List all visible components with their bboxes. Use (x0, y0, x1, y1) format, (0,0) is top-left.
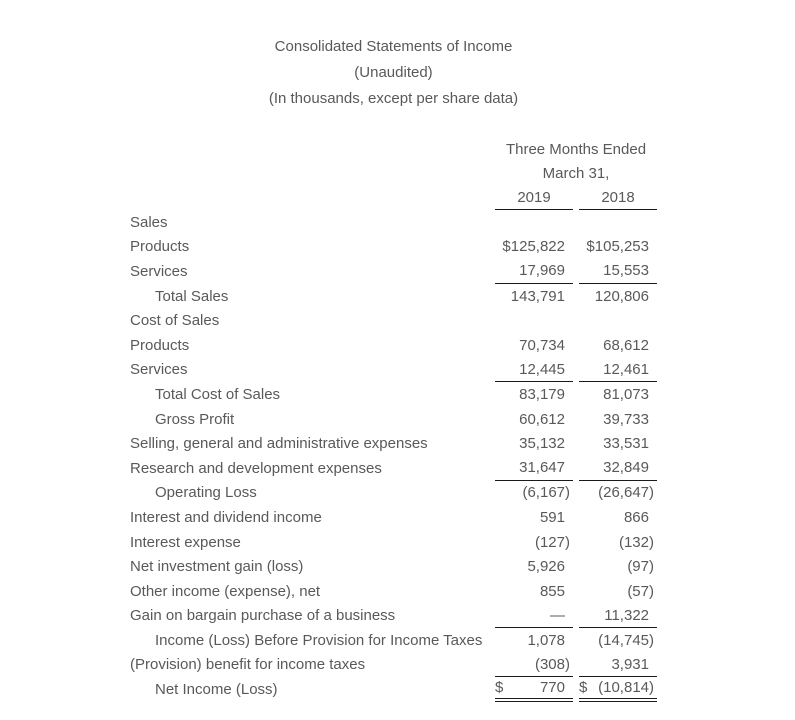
row-label: Gain on bargain purchase of a business (130, 607, 396, 625)
value-text: 770 (539, 679, 565, 697)
value-cell-2019 (495, 235, 573, 260)
table-row (130, 259, 795, 284)
value-text: 68,612 (603, 336, 649, 354)
row-label: Services (130, 361, 188, 379)
value-text: 39,733 (603, 410, 649, 428)
value-cell-2019 (495, 653, 573, 678)
value-cell-2018 (579, 431, 657, 456)
value-text: 81,073 (603, 385, 649, 403)
value-text: 855 (539, 582, 565, 600)
dollar-sign: $ (495, 679, 504, 697)
table-row (130, 530, 795, 555)
value-cell-2018 (579, 382, 657, 407)
value-cell-2018 (579, 333, 657, 358)
value-text: (6,167) (522, 484, 570, 502)
table-row (130, 554, 795, 579)
value-cell-2018 (579, 259, 657, 284)
row-label: Interest and dividend income (130, 508, 322, 526)
value-cell-2018 (579, 628, 657, 653)
statement-subtitle-unaudited: (Unaudited) (354, 64, 433, 81)
value-text: 70,734 (519, 336, 565, 354)
value-text: (10,814) (598, 679, 654, 697)
table-row (130, 358, 795, 383)
table-row (130, 235, 795, 260)
value-cell-2019 (495, 604, 573, 629)
value-text: $125,822 (502, 238, 565, 256)
row-label: Other income (expense), net (130, 582, 321, 600)
value-cell-2018 (579, 481, 657, 506)
value-text: 5,926 (527, 558, 565, 576)
value-cell-2019 (495, 259, 573, 284)
value-cell-2018 (579, 530, 657, 555)
row-label: Net Income (Loss) (155, 681, 278, 699)
value-text: (26,647) (598, 484, 654, 502)
value-text: (14,745) (598, 631, 654, 649)
value-cell-2018 (579, 456, 657, 481)
table-rows (130, 210, 795, 702)
table-row (130, 677, 795, 702)
value-cell-2018 (579, 308, 657, 333)
income-statement-table (0, 138, 795, 702)
value-cell-2018 (579, 604, 657, 629)
value-text: 60,612 (519, 410, 565, 428)
value-text: (308) (534, 655, 570, 673)
row-label: Total Cost of Sales (155, 385, 281, 403)
value-text: 35,132 (519, 435, 565, 453)
value-text: 120,806 (594, 287, 649, 305)
row-label: Net investment gain (loss) (130, 558, 304, 576)
row-label: Gross Profit (155, 410, 235, 428)
value-text: 32,849 (603, 459, 649, 477)
value-cell-2018 (579, 653, 657, 678)
row-label: Sales (130, 213, 168, 231)
value-cell-2018 (579, 407, 657, 432)
row-label: Cost of Sales (130, 312, 220, 330)
table-row (130, 481, 795, 506)
value-cell-2019 (495, 382, 573, 407)
statement-subtitle-units: (In thousands, except per share data) (268, 90, 519, 107)
table-row (130, 653, 795, 678)
year-header-row (130, 186, 795, 210)
table-row (130, 431, 795, 456)
value-cell-2018 (579, 284, 657, 309)
value-cell-2019 (495, 333, 573, 358)
period-header-line2: March 31, (542, 165, 610, 182)
row-label: Research and development expenses (130, 459, 382, 477)
dollar-sign: $ (579, 679, 588, 697)
table-row (130, 210, 795, 235)
value-text: 143,791 (510, 287, 565, 305)
value-text: 12,461 (603, 360, 649, 378)
value-cell-2019 (495, 431, 573, 456)
value-text: — (550, 606, 565, 624)
value-text: $105,253 (586, 238, 649, 256)
value-text: (127) (534, 533, 570, 551)
table-row (130, 407, 795, 432)
table-row (130, 456, 795, 481)
value-text: 3,931 (611, 655, 649, 673)
table-row (130, 333, 795, 358)
period-header-line1: Three Months Ended (505, 141, 647, 158)
value-text: 1,078 (527, 631, 565, 649)
value-cell-2019 (495, 358, 573, 383)
column-header-2018: 2018 (579, 186, 657, 210)
value-text: (97) (627, 558, 654, 576)
value-text: 15,553 (603, 262, 649, 280)
value-cell-2019 (495, 505, 573, 530)
table-row (130, 505, 795, 530)
row-label: Products (130, 238, 190, 256)
value-cell-2018 (579, 505, 657, 530)
value-text: (57) (627, 582, 654, 600)
value-cell-2019 (495, 308, 573, 333)
value-cell-2019 (495, 530, 573, 555)
value-cell-2019 (495, 210, 573, 235)
value-cell-2019 (495, 554, 573, 579)
value-cell-2018 (579, 210, 657, 235)
value-cell-2018 (579, 554, 657, 579)
statement-title: Consolidated Statements of Income (274, 38, 513, 55)
table-row (130, 308, 795, 333)
value-cell-2018 (579, 579, 657, 604)
value-cell-2018 (579, 677, 657, 702)
table-row (130, 628, 795, 653)
table-row (130, 382, 795, 407)
column-header-2019: 2019 (495, 186, 573, 210)
row-label: Operating Loss (155, 484, 257, 502)
value-cell-2019 (495, 481, 573, 506)
value-text: 12,445 (519, 360, 565, 378)
row-label: Interest expense (130, 533, 241, 551)
value-cell-2019 (495, 677, 573, 702)
row-label: (Provision) benefit for income taxes (130, 656, 366, 674)
statement-title-block (130, 0, 657, 112)
value-text: 17,969 (519, 262, 565, 280)
value-text: 31,647 (519, 459, 565, 477)
value-cell-2018 (579, 235, 657, 260)
table-row (130, 604, 795, 629)
value-text: 33,531 (603, 435, 649, 453)
value-text: 83,179 (519, 385, 565, 403)
value-cell-2019 (495, 628, 573, 653)
row-label: Selling, general and administrative expenses (130, 435, 428, 453)
value-cell-2019 (495, 456, 573, 481)
value-text: 866 (623, 508, 649, 526)
value-cell-2019 (495, 407, 573, 432)
period-header (495, 138, 657, 186)
table-row (130, 579, 795, 604)
value-text: 11,322 (604, 606, 649, 624)
row-label: Income (Loss) Before Provision for Income Taxes (155, 631, 483, 649)
value-cell-2018 (579, 358, 657, 383)
table-row (130, 284, 795, 309)
row-label: Services (130, 262, 188, 280)
row-label: Products (130, 336, 190, 354)
value-cell-2019 (495, 579, 573, 604)
value-text: 591 (539, 508, 565, 526)
value-text: (132) (618, 533, 654, 551)
row-label: Total Sales (155, 287, 229, 305)
value-cell-2019 (495, 284, 573, 309)
